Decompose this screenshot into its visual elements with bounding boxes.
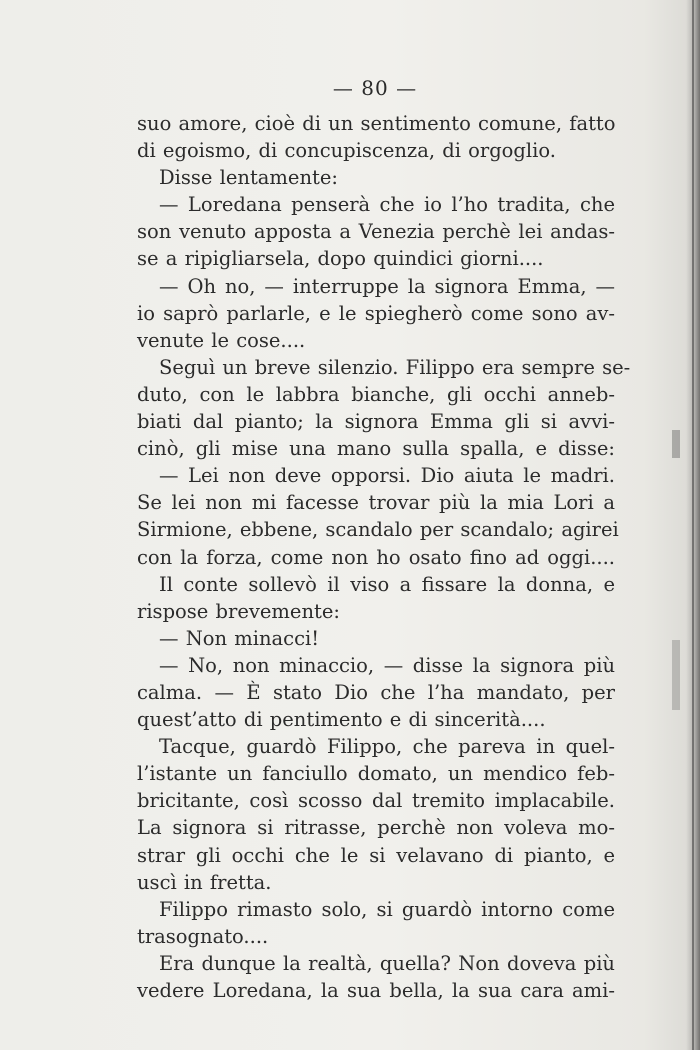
text-line: vedere Loredana, la sua bella, la sua cara ami- <box>137 979 615 1002</box>
text-line: — Lei non deve opporsi. Dio aiuta le madri. <box>159 464 615 488</box>
text-line: venute le cose.... <box>137 328 306 352</box>
margin-speck <box>672 640 680 710</box>
text-line: duto, con le labbra bianche, gli occhi anneb- <box>137 382 615 406</box>
text-line: Il conte sollevò il viso a fissare la donna, e <box>159 572 615 596</box>
text-line: Sirmione, ebbene, scandalo per scandalo; agirei <box>137 518 619 542</box>
text-line: rispose brevemente: <box>137 599 340 623</box>
text-line: biati dal pianto; la signora Emma gli si avvi- <box>137 410 615 434</box>
text-line: — Loredana penserà che io l’ho tradita, che <box>159 193 615 217</box>
text-line: uscì in fretta. <box>137 870 272 894</box>
text-line: trasognato.... <box>137 924 269 948</box>
page-edge-line <box>692 0 694 1050</box>
margin-speck <box>672 430 680 458</box>
body-text <box>137 110 631 1004</box>
text-line: Seguì un breve silenzio. Filippo era sempre se- <box>159 355 631 379</box>
text-line: bricitante, così scosso dal tremito implacabile. <box>137 789 615 813</box>
text-line: io saprò parlarle, e le spiegherò come sono av- <box>137 301 615 325</box>
text-line: — No, non minaccio, — disse la signora più <box>159 653 615 677</box>
text-line: se a ripigliarsela, dopo quindici giorni.... <box>137 247 544 271</box>
text-line: calma. — È stato Dio che l’ha mandato, per <box>137 680 615 704</box>
text-line: Era dunque la realtà, quella? Non doveva più <box>159 951 615 975</box>
text-line: son venuto apposta a Venezia perchè lei andas- <box>137 220 615 244</box>
page-number: — 80 — <box>332 76 418 100</box>
text-line: Filippo rimasto solo, si guardò intorno come <box>159 897 615 921</box>
text-line: La signora si ritrasse, perchè non voleva mo- <box>137 816 615 840</box>
text-line: con la forza, come non ho osato fino ad oggi.... <box>137 545 615 569</box>
text-line: l’istante un fanciullo domato, un mendico feb- <box>137 762 615 786</box>
text-line: Tacque, guardò Filippo, che pareva in quel- <box>159 735 615 759</box>
text-line: strar gli occhi che le si velavano di pianto, e <box>137 843 615 867</box>
text-line: suo amore, cioè di un sentimento comune, fatto <box>137 112 616 135</box>
text-line: di egoismo, di concupiscenza, di orgoglio. <box>137 139 556 163</box>
text-line: — Oh no, — interruppe la signora Emma, — <box>159 274 615 298</box>
text-line: cinò, gli mise una mano sulla spalla, e disse: <box>137 437 615 461</box>
text-line: — Non minacci! <box>159 626 320 650</box>
text-line: quest’atto di pentimento e di sincerità.... <box>137 708 546 732</box>
text-line: Disse lentamente: <box>159 166 338 190</box>
text-line: Se lei non mi facesse trovar più la mia Lori a <box>137 491 615 515</box>
